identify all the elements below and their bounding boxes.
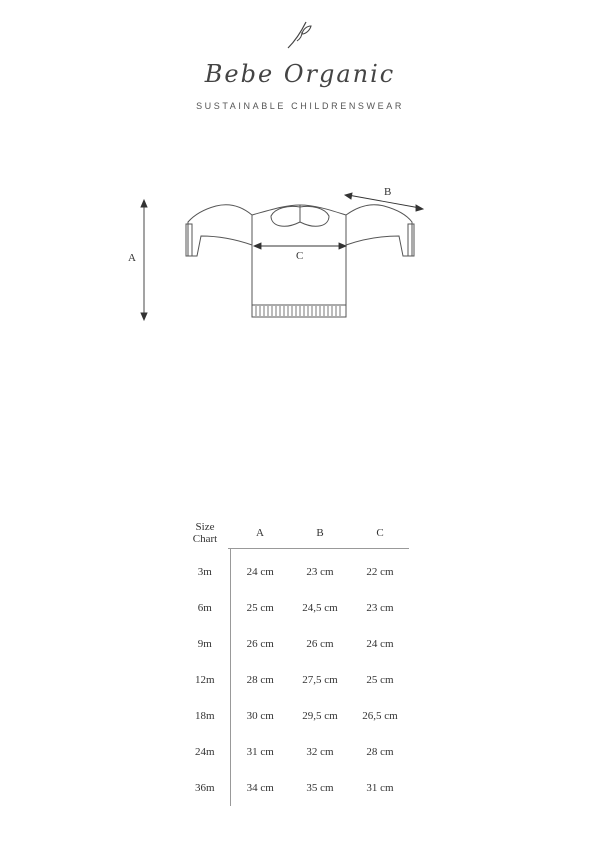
brand-tagline: SUSTAINABLE CHILDRENSWEAR (196, 101, 404, 111)
value-cell-a: 30 cm (246, 710, 274, 722)
size-cell: 12m (180, 662, 230, 698)
table-row (180, 698, 410, 734)
table-row (180, 626, 410, 662)
label-a: A (128, 252, 136, 264)
size-chart-table (180, 518, 410, 806)
table-row (180, 548, 410, 590)
table-row (180, 662, 410, 698)
garment-diagram (0, 0, 600, 400)
value-cell-b: 27,5 cm (302, 674, 338, 686)
table-row (180, 734, 410, 770)
value-cell-a: 26 cm (246, 638, 274, 650)
size-cell: 9m (180, 626, 230, 662)
value-cell-b: 24,5 cm (302, 602, 338, 614)
value-cell-a: 25 cm (246, 602, 274, 614)
size-cell: 24m (180, 734, 230, 770)
column-header-a: A (256, 527, 264, 539)
value-cell-b: 26 cm (306, 638, 334, 650)
value-cell-b: 29,5 cm (302, 710, 338, 722)
measure-arrow-a (141, 200, 147, 320)
value-cell-c: 24 cm (366, 638, 394, 650)
column-header-b: B (316, 527, 324, 539)
value-cell-b: 32 cm (306, 746, 334, 758)
value-cell-b: 23 cm (306, 566, 334, 578)
value-cell-c: 22 cm (366, 566, 394, 578)
value-cell-b: 35 cm (306, 782, 334, 794)
label-b: B (384, 186, 392, 198)
hem-rib-lines (256, 306, 340, 316)
size-cell: 18m (180, 698, 230, 734)
size-cell: 36m (180, 770, 230, 806)
value-cell-c: 28 cm (366, 746, 394, 758)
table-row (180, 590, 410, 626)
value-cell-c: 25 cm (366, 674, 394, 686)
value-cell-c: 26,5 cm (362, 710, 398, 722)
label-c: C (296, 250, 304, 262)
value-cell-a: 28 cm (246, 674, 274, 686)
value-cell-a: 34 cm (246, 782, 274, 794)
value-cell-c: 31 cm (366, 782, 394, 794)
size-chart-title: Size Chart (192, 521, 218, 545)
table-row (180, 770, 410, 806)
size-cell: 6m (180, 590, 230, 626)
size-cell: 3m (180, 548, 230, 590)
column-header-c: C (376, 527, 384, 539)
value-cell-a: 31 cm (246, 746, 274, 758)
measure-arrow-c (254, 243, 346, 249)
value-cell-a: 24 cm (246, 566, 274, 578)
brand-name: Bebe Organic (204, 60, 396, 88)
value-cell-c: 23 cm (366, 602, 394, 614)
